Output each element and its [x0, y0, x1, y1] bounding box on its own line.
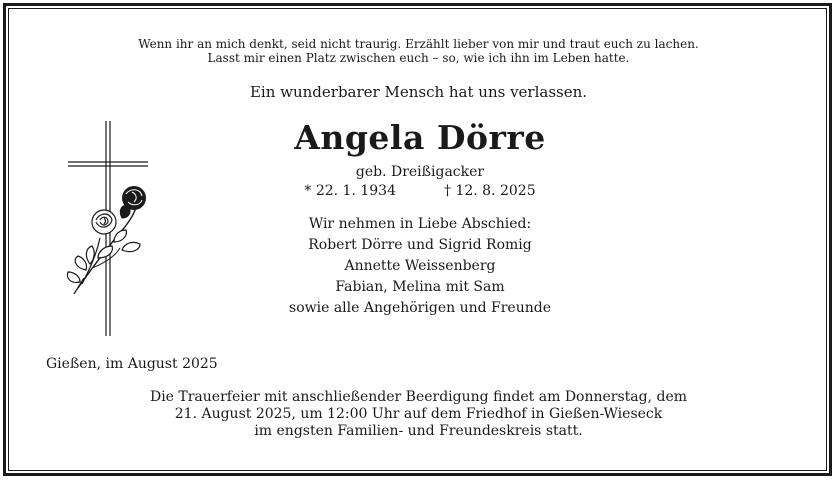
death-date: † 12. 8. 2025	[444, 183, 536, 199]
mourner-line: Wir nehmen in Liebe Abschied:	[308, 216, 532, 232]
mourner-line: sowie alle Angehörigen und Freunde	[289, 300, 551, 316]
life-dates	[180, 181, 660, 201]
maiden-name: geb. Dreißigacker	[355, 164, 485, 180]
place-and-date: Gießen, im August 2025	[46, 356, 218, 372]
intro-line-1: Wenn ihr an mich denkt, seid nicht traurig. Erzählt lieber von mir und traut euch zu lachen.	[138, 37, 699, 51]
mourner-line: Robert Dörre und Sigrid Romig	[308, 237, 532, 253]
funeral-line-2: 21. August 2025, um 12:00 Uhr auf dem Friedhof in Gießen-Wieseck	[174, 406, 663, 422]
intro-line-2: Lasst mir einen Platz zwischen euch – so, wie ich ihn im Leben hatte.	[207, 51, 630, 65]
mourner-line: Fabian, Melina mit Sam	[335, 279, 505, 295]
birth-date: * 22. 1. 1934	[304, 183, 396, 199]
deceased-name: Angela Dörre	[294, 118, 546, 157]
mourner-line: Annette Weissenberg	[344, 258, 496, 274]
tagline: Ein wunderbarer Mensch hat uns verlassen.	[249, 83, 588, 101]
funeral-line-3: im engsten Familien- und Freundeskreis statt.	[254, 423, 583, 439]
cross-with-roses-icon	[62, 118, 162, 342]
funeral-line-1: Die Trauerfeier mit anschließender Beerdigung findet am Donnerstag, dem	[149, 389, 688, 405]
